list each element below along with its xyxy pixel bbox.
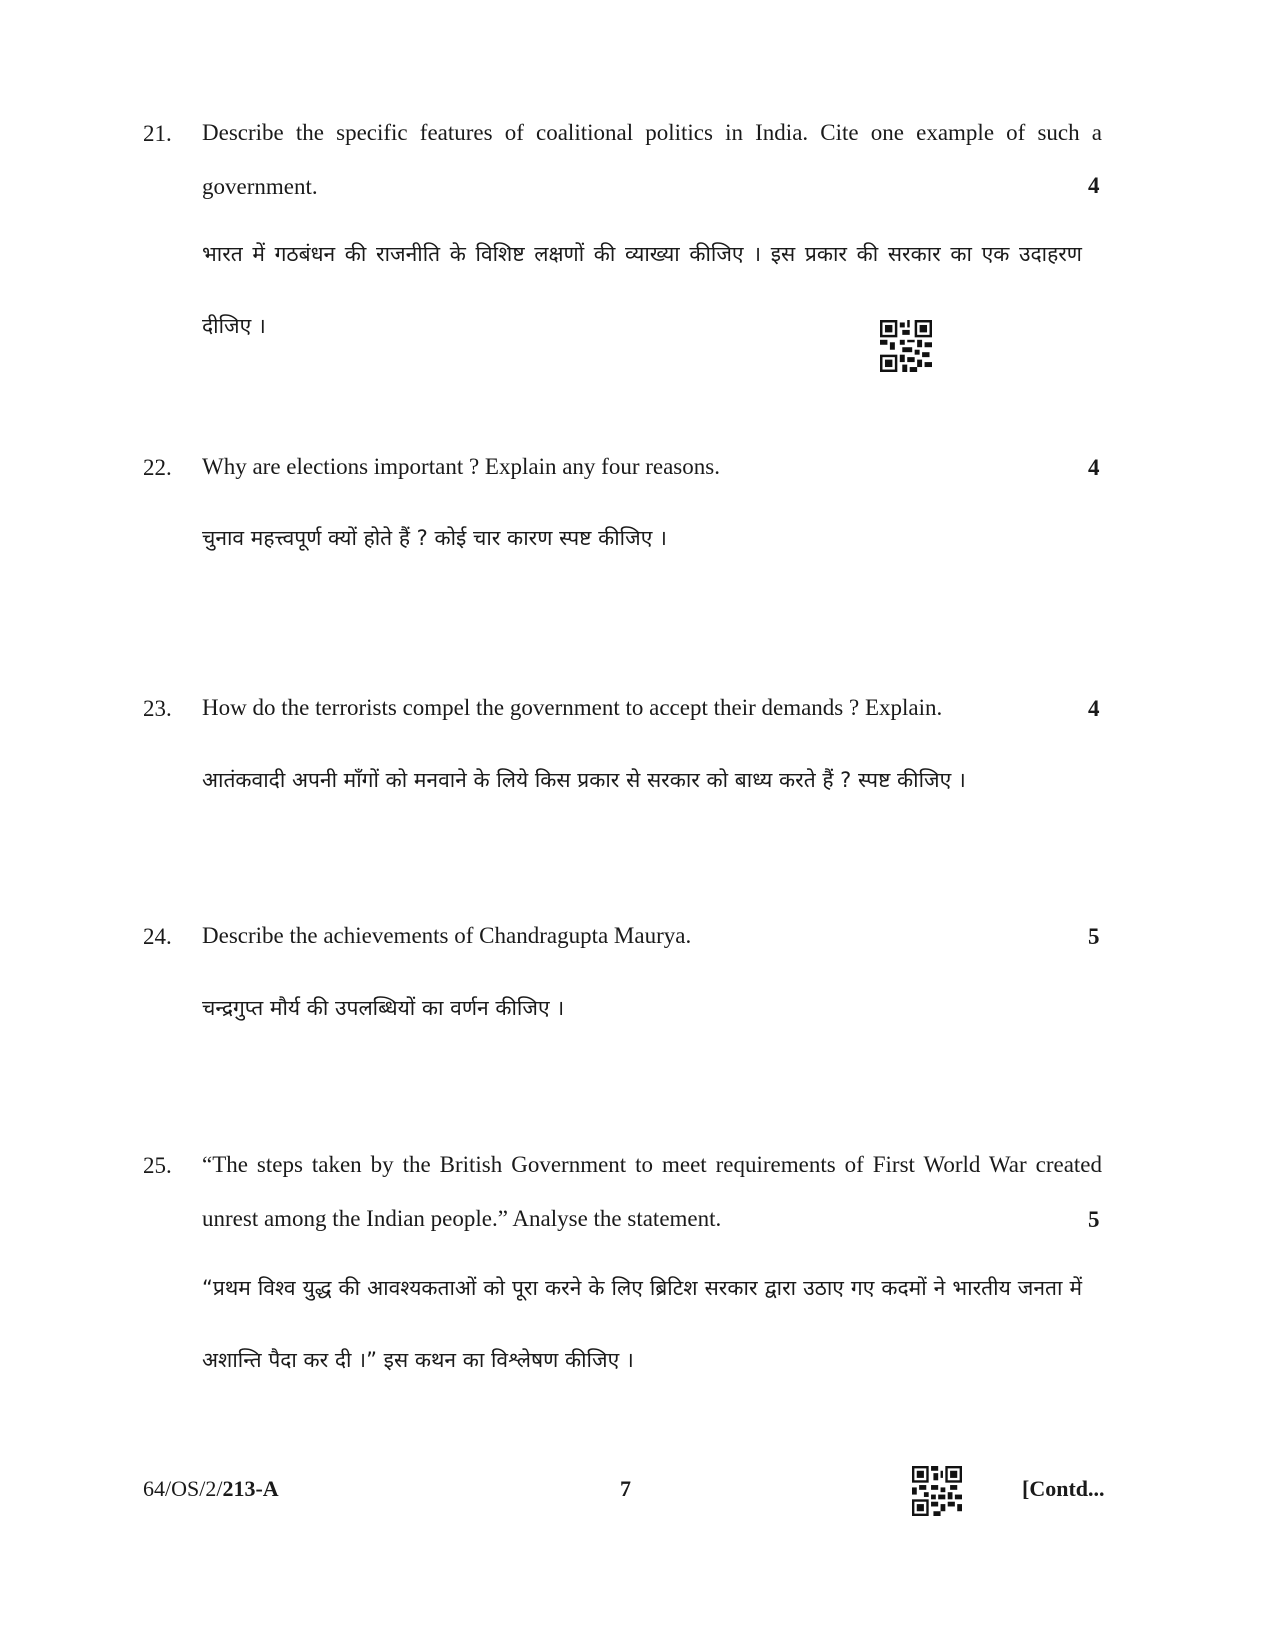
paper-code: [143, 1476, 279, 1502]
question-marks: 5: [1088, 924, 1100, 949]
question-number: 24.: [143, 924, 172, 949]
question-text-hindi: “प्रथम विश्व युद्ध की आवश्यकताओं को पूरा करने के लिए ब्रिटिश सरकार द्वारा उठाए गए कदमों ने भारतीय जनता में अशान्ति पैदा कर दी ।” इस कथन का विश्लेषण कीजिए ।: [202, 1276, 1082, 1372]
question-text-english: Describe the specific features of coalitional politics in India. Cite one example of such a government.: [202, 120, 1102, 199]
question-number: 23.: [143, 696, 172, 721]
question-marks: 5: [1088, 1207, 1100, 1232]
question-text-hindi: चन्द्रगुप्त मौर्य की उपलब्धियों का वर्णन कीजिए ।: [202, 996, 565, 1020]
question-marks: 4: [1088, 696, 1100, 721]
question-text-hindi: आतंकवादी अपनी माँगों को मनवाने के लिये किस प्रकार से सरकार को बाध्य करते हैं ? स्पष्ट कीजिए ।: [202, 768, 966, 792]
continued-label: [Contd...: [1022, 1476, 1105, 1501]
question-number: 22.: [143, 455, 172, 480]
qr-code-icon: [912, 1466, 962, 1516]
page-number: 7: [620, 1476, 631, 1501]
question-text-english: Why are elections important ? Explain any four reasons.: [202, 454, 720, 479]
question-text-english: Describe the achievements of Chandragupta Maurya.: [202, 923, 692, 948]
question-text-hindi: चुनाव महत्त्वपूर्ण क्यों होते हैं ? कोई चार कारण स्पष्ट कीजिए ।: [202, 526, 667, 550]
question-text-hindi: भारत में गठबंधन की राजनीति के विशिष्ट लक्षणों की व्याख्या कीजिए । इस प्रकार की सरकार का एक उदाहरण दीजिए ।: [202, 242, 1082, 338]
qr-code-icon: [880, 320, 932, 372]
question-text-english: How do the terrorists compel the government to accept their demands ? Explain.: [202, 695, 943, 720]
question-number: 21.: [143, 121, 172, 146]
question-marks: 4: [1088, 173, 1100, 198]
question-number: 25.: [143, 1153, 172, 1178]
paper-code-prefix: 64/OS/2/: [143, 1476, 223, 1501]
question-marks: 4: [1088, 455, 1100, 480]
question-text-english: “The steps taken by the British Government to meet requirements of First World War created unrest among the Indian people.” Analyse the statement.: [202, 1152, 1102, 1231]
paper-code-suffix: 213-A: [222, 1476, 279, 1501]
